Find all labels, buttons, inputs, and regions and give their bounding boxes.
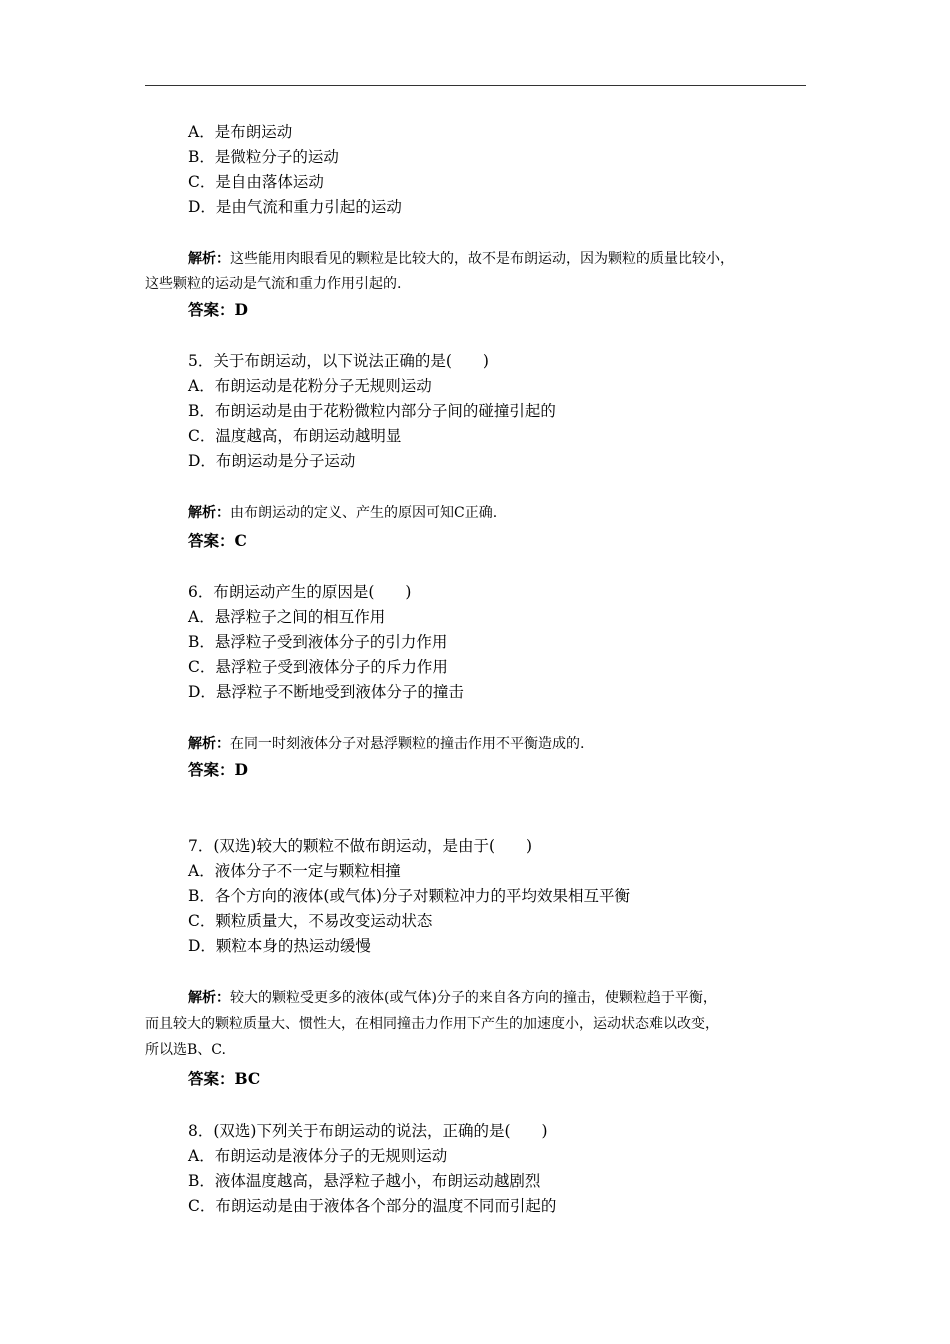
analysis-line [188, 734, 584, 754]
answer-value: C [234, 531, 247, 550]
analysis-line [188, 249, 734, 269]
option-c: C．是自由落体运动 [188, 173, 324, 191]
analysis-label: 解析： [188, 990, 230, 1006]
question-stem: 7．(双选)较大的颗粒不做布朗运动，是由于( ) [188, 837, 533, 855]
option-a: A．布朗运动是花粉分子无规则运动 [188, 377, 432, 395]
option-d: D．悬浮粒子不断地受到液体分子的撞击 [188, 683, 464, 701]
answer-line [188, 1069, 260, 1089]
analysis-text: 由布朗运动的定义、产生的原因可知C正确. [230, 505, 498, 521]
option-b: B．布朗运动是由于花粉微粒内部分子间的碰撞引起的 [188, 402, 556, 420]
answer-label: 答案： [188, 1069, 235, 1088]
option-b: B．是微粒分子的运动 [188, 148, 339, 166]
question-stem: 8．(双选)下列关于布朗运动的说法，正确的是( ) [188, 1122, 548, 1140]
question-stem: 6．布朗运动产生的原因是( ) [188, 583, 412, 601]
analysis-text: 较大的颗粒受更多的液体(或气体)分子的来自各方向的撞击，使颗粒趋于平衡， [230, 990, 717, 1006]
analysis-text: 在同一时刻液体分子对悬浮颗粒的撞击作用不平衡造成的. [230, 736, 585, 752]
answer-label: 答案： [188, 300, 235, 319]
analysis-line [188, 503, 497, 523]
analysis-label: 解析： [188, 736, 230, 752]
analysis-text-cont: 而且较大的颗粒质量大、惯性大，在相同撞击力作用下产生的加速度小，运动状态难以改变， [145, 1016, 719, 1032]
analysis-text-cont: 这些颗粒的运动是气流和重力作用引起的. [145, 276, 402, 292]
analysis-text-cont: 所以选B、C. [145, 1042, 226, 1058]
option-d: D．布朗运动是分子运动 [188, 452, 356, 470]
answer-label: 答案： [188, 760, 235, 779]
option-a: A．布朗运动是液体分子的无规则运动 [188, 1147, 448, 1165]
option-c: C．颗粒质量大，不易改变运动状态 [188, 912, 433, 930]
option-a: A．液体分子不一定与颗粒相撞 [188, 862, 401, 880]
analysis-line [188, 988, 717, 1008]
question-stem: 5．关于布朗运动，以下说法正确的是( ) [188, 352, 489, 370]
analysis-text: 这些能用肉眼看见的颗粒是比较大的，故不是布朗运动，因为颗粒的质量比较小， [230, 251, 734, 267]
answer-label: 答案： [188, 531, 235, 550]
answer-line [188, 760, 248, 780]
option-a: A．是布朗运动 [188, 123, 293, 141]
option-d: D．颗粒本身的热运动缓慢 [188, 937, 371, 955]
option-c: C．悬浮粒子受到液体分子的斥力作用 [188, 658, 448, 676]
option-b: B．液体温度越高，悬浮粒子越小，布朗运动越剧烈 [188, 1172, 541, 1190]
answer-value: D [234, 760, 248, 779]
header-rule [145, 85, 806, 86]
option-c: C．布朗运动是由于液体各个部分的温度不同而引起的 [188, 1197, 557, 1215]
analysis-label: 解析： [188, 505, 230, 521]
analysis-label: 解析： [188, 251, 230, 267]
answer-value: BC [234, 1069, 261, 1088]
option-c: C．温度越高，布朗运动越明显 [188, 427, 402, 445]
answer-line [188, 300, 248, 320]
option-b: B．悬浮粒子受到液体分子的引力作用 [188, 633, 448, 651]
answer-line [188, 531, 247, 551]
option-a: A．悬浮粒子之间的相互作用 [188, 608, 386, 626]
option-b: B．各个方向的液体(或气体)分子对颗粒冲力的平均效果相互平衡 [188, 887, 630, 905]
answer-value: D [234, 300, 248, 319]
option-d: D．是由气流和重力引起的运动 [188, 198, 402, 216]
